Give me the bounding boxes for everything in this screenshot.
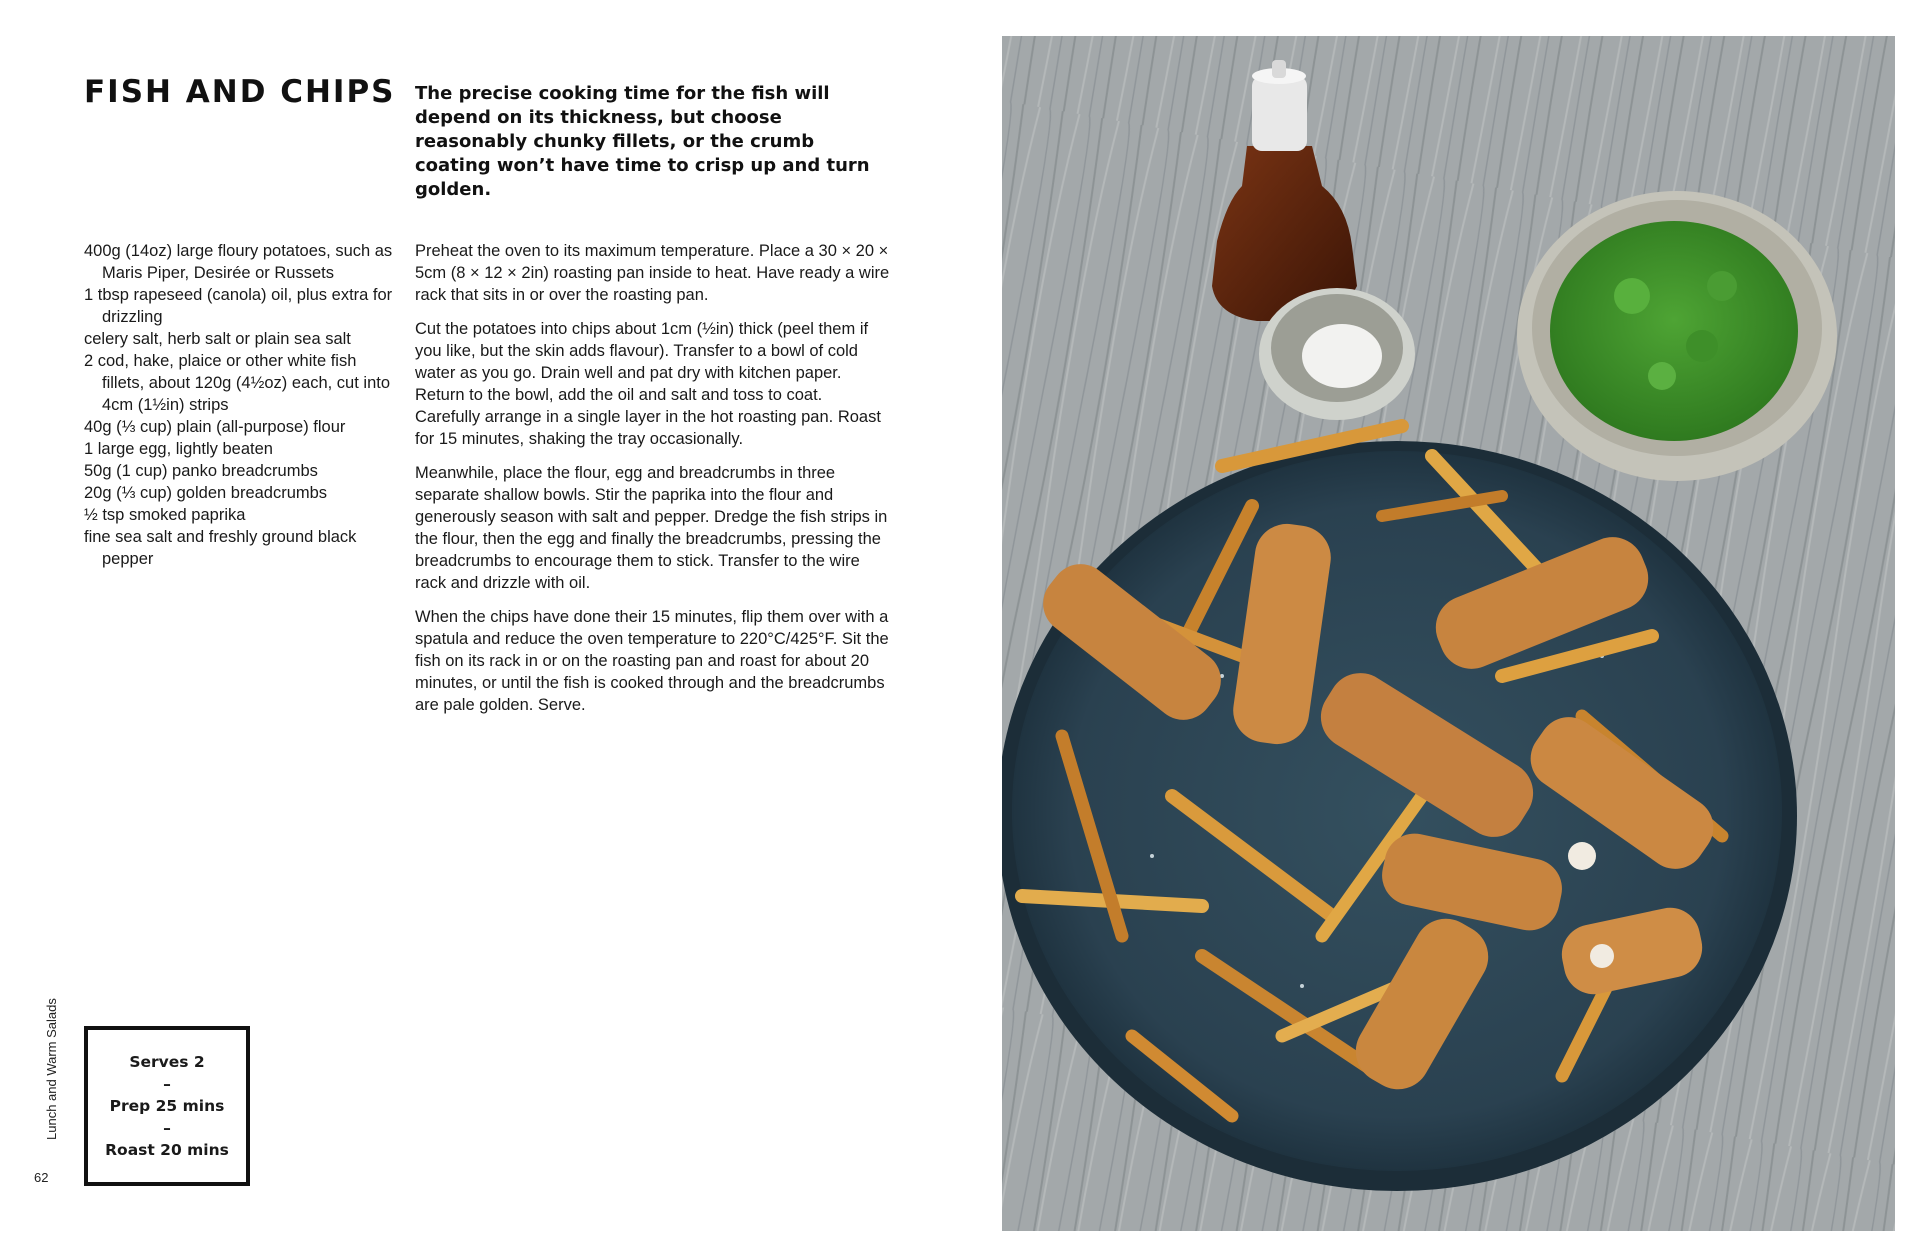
serving-info-box	[84, 1026, 250, 1186]
method-step: When the chips have done their 15 minutes, flip them over with a spatula and reduce the oven temperature to 220°C/425°F. Sit the fish on its rack in or on the roasting pan and roast for about 20 minutes, or until the fish is cooked through and the breadcrumbs are pale golden. Serve.	[415, 608, 889, 714]
prep-time: Prep 25 mins	[109, 1097, 225, 1115]
ingredient-list	[84, 240, 394, 570]
method-step: Cut the potatoes into chips about 1cm (½in) thick (peel them if you like, but the skin adds flavour). Transfer to a bowl of cold water as you go. Drain well and pat dry with kitchen paper. Return to the bowl, add the oil and salt and toss to coat. Carefully arrange in a single layer in the hot roasting pan. Roast for 15 minutes, shaking the tray occasionally.	[415, 320, 881, 448]
ingredient-item: fine sea salt and freshly ground black pepper	[84, 528, 357, 568]
page-number: 62	[34, 1170, 49, 1185]
ingredient-item: ½ tsp smoked paprika	[84, 506, 246, 524]
roast-time: Roast 20 mins	[105, 1141, 229, 1159]
ingredient-item: 2 cod, hake, plaice or other white fish fillets, about 120g (4½oz) each, cut into 4cm (1½in) strips	[84, 352, 391, 414]
info-separator: –	[163, 1075, 171, 1093]
method-step: Preheat the oven to its maximum temperature. Place a 30 × 20 × 5cm (8 × 12 × 2in) roasting pan inside to heat. Have ready a wire rack that sits in or over the roasting pan.	[415, 242, 890, 304]
serves-text: Serves 2	[129, 1053, 205, 1071]
recipe-title: FISH AND CHIPS	[84, 74, 396, 110]
ingredient-item: 400g (14oz) large floury potatoes, such as Maris Piper, Desirée or Russets	[84, 242, 393, 282]
food-photo	[1002, 36, 1895, 1231]
section-label	[44, 998, 64, 1155]
method-step: Meanwhile, place the flour, egg and breadcrumbs in three separate shallow bowls. Stir the paprika into the flour and generously season with salt and pepper. Dredge the fish strips in the flour, then the egg and finally the breadcrumbs, pressing the breadcrumbs to encourage them to stick. Transfer to the wire rack and drizzle with oil.	[415, 464, 888, 592]
ingredient-item: 50g (1 cup) panko breadcrumbs	[84, 462, 318, 480]
food-photo-illustration	[1002, 36, 1895, 1231]
ingredient-item: celery salt, herb salt or plain sea salt	[84, 330, 351, 348]
info-separator: –	[163, 1119, 171, 1137]
ingredient-item: 40g (⅓ cup) plain (all-purpose) flour	[84, 418, 346, 436]
method-section	[415, 240, 890, 728]
section-label-text: Lunch and Warm Salads	[44, 998, 59, 1140]
pea-bowl-icon	[1517, 191, 1837, 481]
salt-bowl-icon	[1259, 288, 1415, 420]
ingredient-item: 20g (⅓ cup) golden breadcrumbs	[84, 484, 328, 502]
ingredient-item: 1 large egg, lightly beaten	[84, 440, 273, 458]
recipe-intro: The precise cooking time for the fish will depend on its thickness, but choose reasonably chunky fillets, or the crumb coating won’t have time to crisp up and turn golden.	[415, 83, 870, 200]
ingredient-item: 1 tbsp rapeseed (canola) oil, plus extra for drizzling	[84, 286, 393, 326]
